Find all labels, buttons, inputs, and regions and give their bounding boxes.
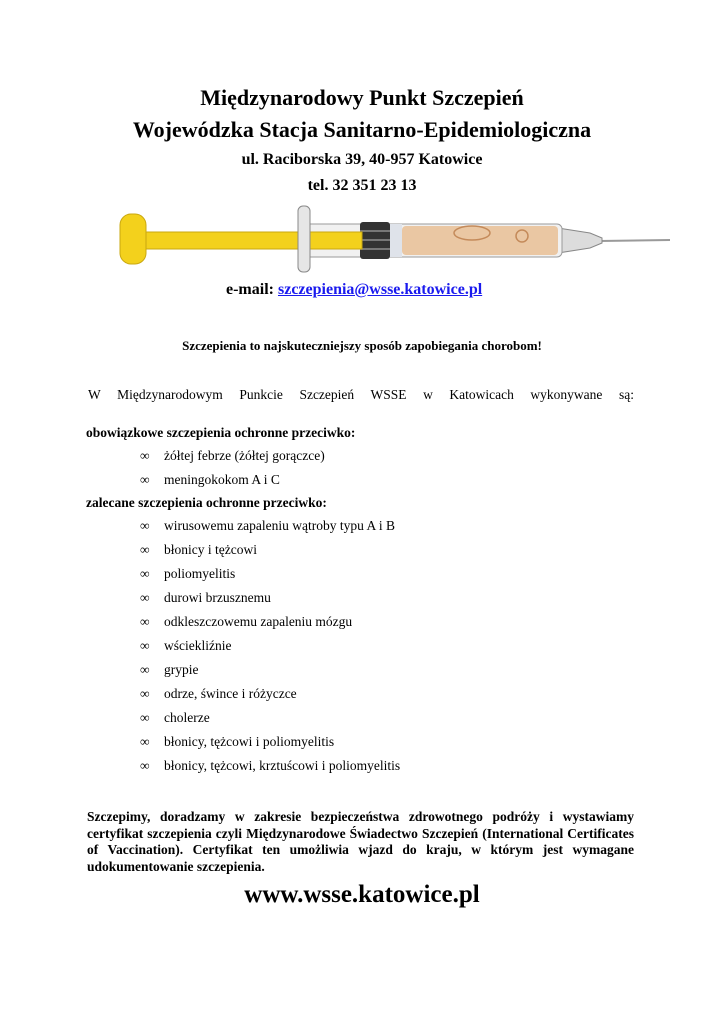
email-line	[226, 281, 482, 299]
list-item: ∞ odkleszczowemu zapaleniu mózgu	[140, 614, 353, 629]
bullet-icon: ∞	[140, 448, 150, 463]
page-title: Międzynarodowy Punkt Szczepień	[200, 85, 524, 110]
description-paragraph: Szczepimy, doradzamy w zakresie bezpieczeństwa zdrowotnego podróży i wystawiamy certyfikat szczepienia czyli Międzynarodowe Świadectwo Szczepień (International Certificates of Vaccination). Certyfikat ten umożliwia wjazd do kraju, w którym jest wymagane udokumentowanie szczepienia.	[87, 809, 634, 874]
bullet-icon: ∞	[140, 734, 150, 749]
list-item: ∞ błonicy, tężcowi, krztuścowi i poliomyelitis	[140, 758, 401, 773]
website-link[interactable]: www.wsse.katowice.pl	[244, 881, 480, 908]
bullet-icon: ∞	[140, 638, 150, 653]
bullet-icon: ∞	[140, 542, 150, 557]
bullet-icon: ∞	[140, 518, 150, 533]
mandatory-heading: obowiązkowe szczepienia ochronne przeciwko:	[86, 425, 356, 440]
bullet-icon: ∞	[140, 614, 150, 629]
list-item: ∞ grypie	[140, 662, 199, 677]
list-item: ∞ błonicy, tężcowi i poliomyelitis	[140, 734, 335, 749]
list-item: ∞ poliomyelitis	[140, 566, 236, 581]
list-item: ∞ durowi brzusznemu	[140, 590, 271, 605]
syringe-icon	[112, 200, 672, 276]
list-item: ∞ meningokokom A i C	[140, 472, 280, 487]
bullet-icon: ∞	[140, 566, 150, 581]
page-subtitle: Wojewódzka Stacja Sanitarno-Epidemiologiczna	[132, 117, 592, 142]
bullet-icon: ∞	[140, 590, 150, 605]
intro-text: W Międzynarodowym Punkcie Szczepień WSSE w Katowicach wykonywane są:	[88, 387, 634, 402]
email-link[interactable]: szczepienia@wsse.katowice.pl	[277, 281, 483, 298]
list-item: ∞ cholerze	[140, 710, 210, 725]
bullet-icon: ∞	[140, 662, 150, 677]
bullet-icon: ∞	[140, 472, 150, 487]
phone-number: tel. 32 351 23 13	[307, 177, 417, 194]
bullet-icon: ∞	[140, 686, 150, 701]
list-item: ∞ wściekliźnie	[140, 638, 232, 653]
slogan: Szczepienia to najskuteczniejszy sposób zapobiegania chorobom!	[182, 338, 542, 353]
list-item: ∞ błonicy i tężcowi	[140, 542, 257, 557]
email-label: e-mail:	[226, 281, 278, 298]
recommended-heading: zalecane szczepienia ochronne przeciwko:	[86, 495, 327, 510]
bullet-icon: ∞	[140, 758, 150, 773]
list-item: ∞ odrze, śwince i różyczce	[140, 686, 297, 701]
list-item: ∞ żółtej febrze (żółtej gorączce)	[140, 448, 325, 463]
list-item: ∞ wirusowemu zapaleniu wątroby typu A i B	[140, 518, 395, 533]
bullet-icon: ∞	[140, 710, 150, 725]
address: ul. Raciborska 39, 40-957 Katowice	[241, 151, 483, 168]
